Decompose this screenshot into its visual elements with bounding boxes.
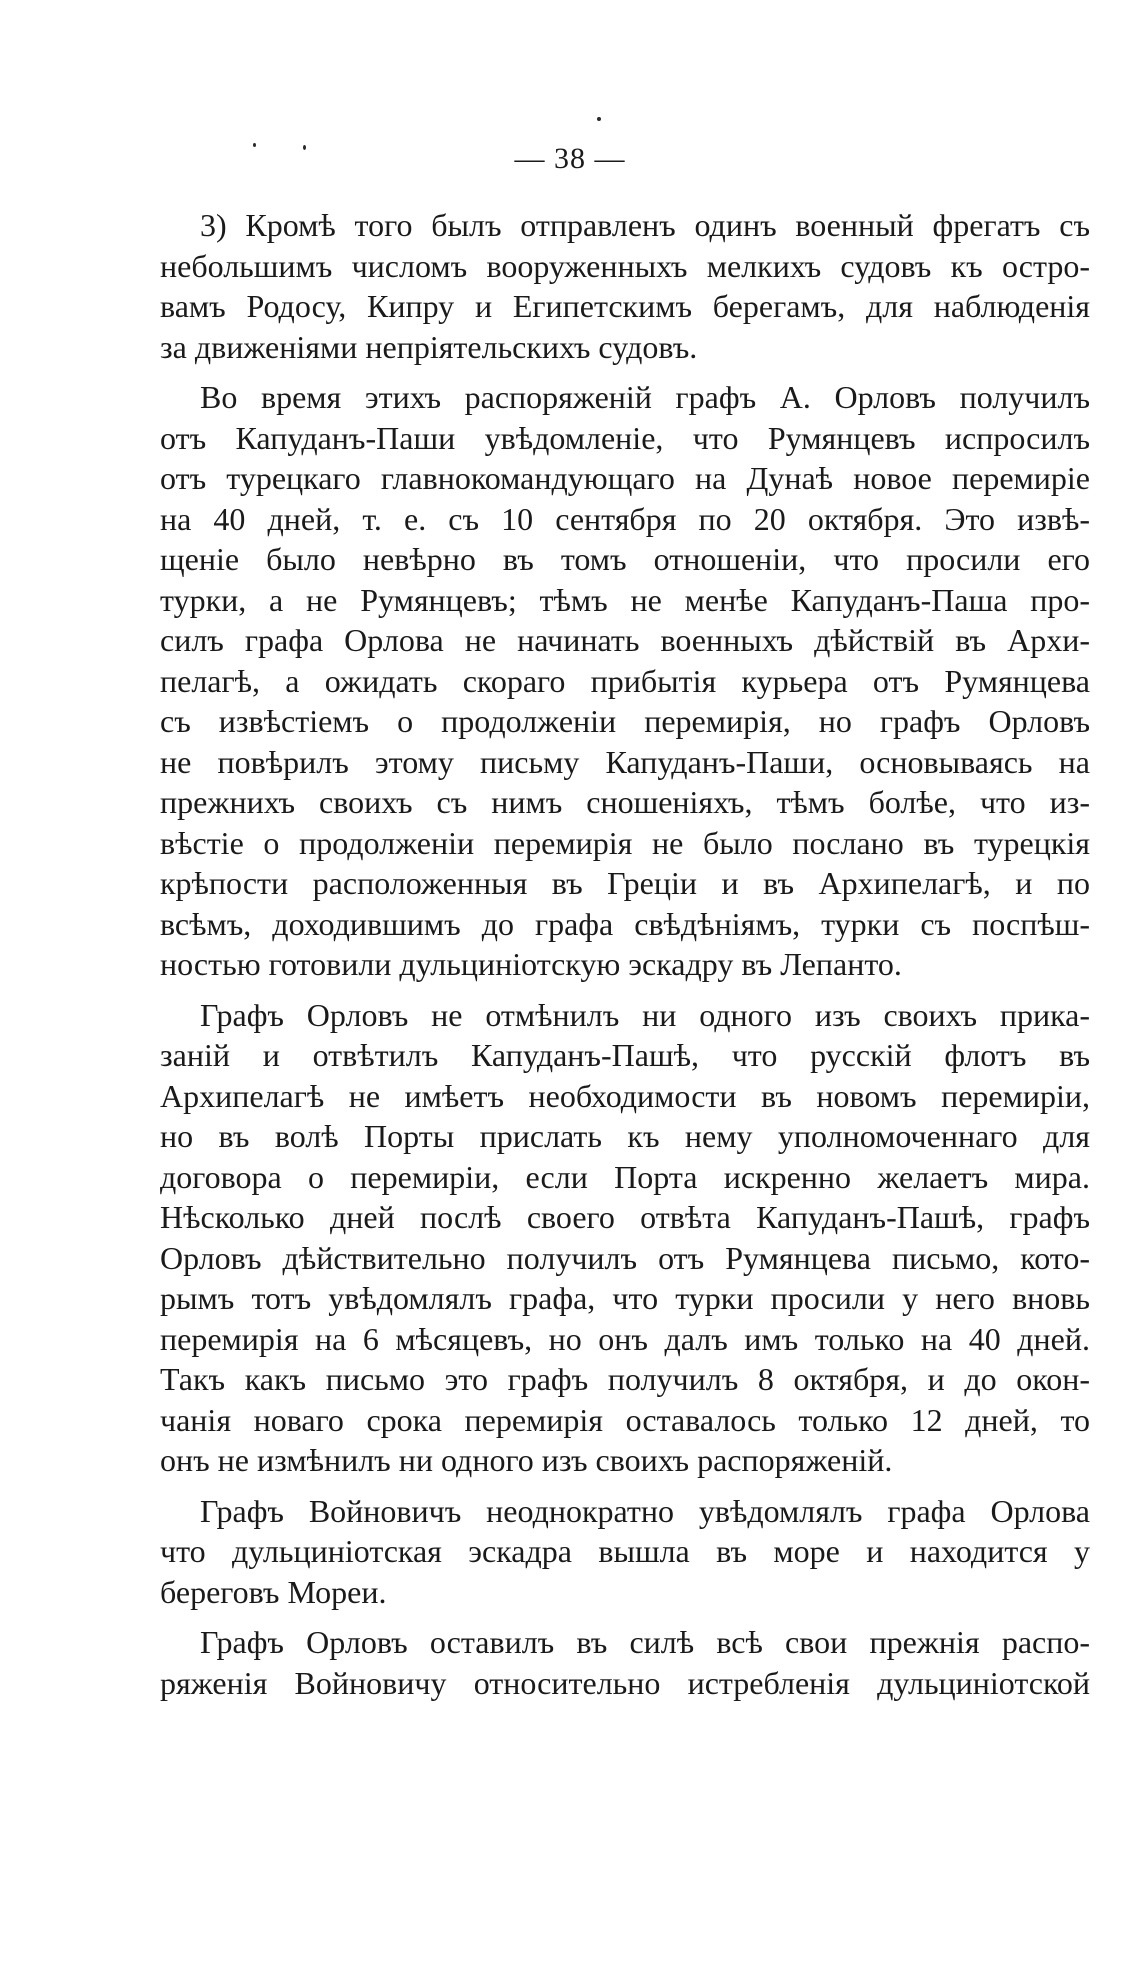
paragraph <box>160 205 1090 367</box>
text-line: силъ графа Орлова не начинать военныхъ дѣйствій въ Архи- <box>160 622 1090 658</box>
text-line: вѣстіе о продолженіи перемирія не было послано въ турецкія <box>160 824 1090 861</box>
print-speck <box>597 117 601 121</box>
text-line: отъ турецкаго главнокомандующаго на Дунаѣ новое перемиріе <box>160 460 1090 496</box>
text-line: Графъ Войновичъ неоднократно увѣдомлялъ графа Орлова <box>200 1492 1090 1529</box>
text-line: перемирія на 6 мѣсяцевъ, но онъ далъ имъ только на 40 дней. <box>160 1320 1090 1357</box>
text-line: за движеніями непріятельскихъ судовъ. <box>160 328 698 365</box>
text-line: береговъ Мореи. <box>160 1573 387 1610</box>
text-line: Нѣсколько дней послѣ своего отвѣта Капуданъ-Пашѣ, графъ <box>160 1199 1090 1235</box>
text-line: турки, а не Румянцевъ; тѣмъ не менѣе Капуданъ-Паша про- <box>160 581 1090 618</box>
text-line: всѣмъ, доходившимъ до графа свѣдѣніямъ, турки съ поспѣш- <box>160 905 1090 942</box>
text-line: онъ не измѣнилъ ни одного изъ своихъ распоряженій. <box>160 1442 893 1478</box>
page-number: — 38 — <box>514 142 626 175</box>
text-line: Такъ какъ письмо это графъ получилъ 8 октября, и до окон- <box>160 1361 1090 1397</box>
text-line: крѣпости расположенныя въ Греціи и въ Архипелагѣ, и по <box>160 865 1090 901</box>
paragraph <box>160 1491 1090 1613</box>
paragraph <box>160 377 1090 985</box>
text-line: Графъ Орловъ оставилъ въ силѣ всѣ свои прежнія распо- <box>200 1624 1090 1660</box>
text-line: рымъ тотъ увѣдомлялъ графа, что турки просили у него вновь <box>160 1280 1090 1316</box>
text-line: договора о перемиріи, если Порта искренно желаетъ мира. <box>160 1158 1090 1195</box>
text-line: небольшимъ числомъ вооруженныхъ мелкихъ судовъ къ остро- <box>160 247 1090 284</box>
text-line: прежнихъ своихъ съ нимъ сношеніяхъ, тѣмъ болѣе, что из- <box>160 784 1090 820</box>
text-line: но въ волѣ Порты прислать къ нему уполномоченнаго для <box>160 1118 1090 1154</box>
text-line: не повѣрилъ этому письму Капуданъ-Паши, основываясь на <box>160 743 1090 780</box>
text-line: заній и отвѣтилъ Капуданъ-Пашѣ, что русскій флотъ въ <box>160 1037 1090 1073</box>
text-line: ряженія Войновичу относительно истребленія дульциніотской <box>160 1664 1090 1701</box>
text-line: Орловъ дѣйствительно получилъ отъ Румянцева письмо, кото- <box>160 1239 1090 1276</box>
text-line: вамъ Родосу, Кипру и Египетскимъ берегамъ, для наблюденія <box>160 288 1090 324</box>
text-line: щеніе было невѣрно въ томъ отношеніи, что просили его <box>160 541 1090 577</box>
text-line: ностью готовили дульциніотскую эскадру въ Лепанто. <box>160 946 902 982</box>
body-text <box>160 205 1090 1713</box>
text-line: Графъ Орловъ не отмѣнилъ ни одного изъ своихъ прика- <box>200 996 1090 1033</box>
text-line: что дульциніотская эскадра вышла въ море и находится у <box>160 1533 1090 1569</box>
text-line: чанія новаго срока перемирія оставалось только 12 дней, то <box>160 1401 1090 1438</box>
text-line: пелагѣ, а ожидать скораго прибытія курьера отъ Румянцева <box>160 662 1090 699</box>
text-line: 3) Кромѣ того былъ отправленъ одинъ военный фрегатъ съ <box>200 207 1090 243</box>
paragraph <box>160 995 1090 1481</box>
text-line: отъ Капуданъ-Паши увѣдомленіе, что Румянцевъ испросилъ <box>160 419 1090 456</box>
text-line: на 40 дней, т. е. съ 10 сентября по 20 октября. Это извѣ- <box>160 500 1090 537</box>
paragraph <box>160 1622 1090 1703</box>
text-line: съ извѣстіемъ о продолженіи перемирія, но графъ Орловъ <box>160 703 1090 739</box>
text-line: Архипелагѣ не имѣетъ необходимости въ новомъ перемиріи, <box>160 1077 1090 1114</box>
text-line: Во время этихъ распоряженій графъ А. Орловъ получилъ <box>200 379 1090 415</box>
